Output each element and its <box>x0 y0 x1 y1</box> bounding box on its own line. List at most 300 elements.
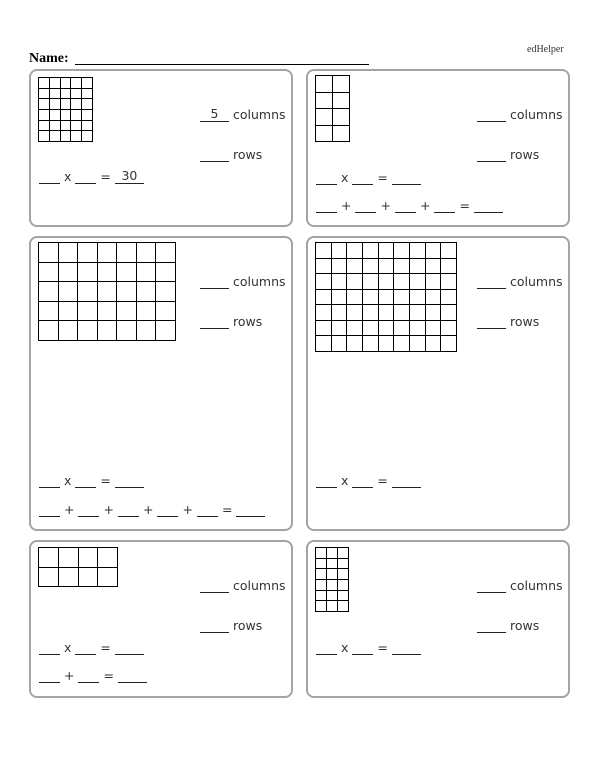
grid-cell <box>425 336 441 352</box>
problem-box-4 <box>306 236 570 531</box>
grid-cell <box>362 243 378 259</box>
grid-cell <box>378 274 394 290</box>
name-input-line[interactable] <box>75 64 369 65</box>
grid-cell <box>58 548 78 568</box>
grid-cell <box>409 289 425 305</box>
grid-cell <box>378 320 394 336</box>
sum-5[interactable] <box>118 669 147 683</box>
grid-row <box>316 320 457 336</box>
grid-cell <box>331 289 347 305</box>
grid-cell <box>49 99 60 110</box>
rows-answer-5[interactable] <box>200 619 229 633</box>
columns-line-6 <box>477 579 563 593</box>
rows-label: rows <box>233 147 263 162</box>
grid-cell <box>71 120 82 131</box>
grid-cell <box>136 262 156 282</box>
grid-row <box>316 258 457 274</box>
grid-cell <box>78 243 98 263</box>
sum-2[interactable] <box>474 199 503 213</box>
array-grid-2 <box>315 75 350 142</box>
grid-cell <box>425 289 441 305</box>
grid-cell <box>58 243 78 263</box>
factor-b-6[interactable] <box>352 641 373 655</box>
grid-row <box>39 301 176 321</box>
grid-cell <box>316 569 327 580</box>
grid-cell <box>49 120 60 131</box>
addition-line-2 <box>316 199 503 213</box>
plus-sign: + <box>64 668 75 683</box>
addend-2-4[interactable] <box>434 199 455 213</box>
rows-answer-2[interactable] <box>477 148 506 162</box>
grid-row <box>39 262 176 282</box>
grid-cell <box>156 243 176 263</box>
grid-cell <box>39 243 59 263</box>
grid-cell <box>316 558 327 569</box>
addition-line-3 <box>39 503 265 517</box>
product-5[interactable] <box>115 641 144 655</box>
problem-box-6 <box>306 540 570 698</box>
grid-cell <box>71 99 82 110</box>
columns-line-5 <box>200 579 286 593</box>
rows-line-2 <box>477 148 539 162</box>
equals-sign: = <box>103 668 114 683</box>
grid-cell <box>394 258 410 274</box>
grid-cell <box>97 321 117 341</box>
plus-sign: + <box>103 502 114 517</box>
grid-row <box>39 120 93 131</box>
grid-row <box>316 579 349 590</box>
addition-line-5 <box>39 669 147 683</box>
grid-cell <box>58 301 78 321</box>
grid-cell <box>331 336 347 352</box>
grid-row <box>39 131 93 142</box>
factor-b-5[interactable] <box>75 641 96 655</box>
grid-cell <box>156 321 176 341</box>
grid-row <box>39 243 176 263</box>
times-sign: x <box>64 640 72 655</box>
equals-sign: = <box>377 170 388 185</box>
array-grid-3 <box>38 242 176 341</box>
factor-a-2[interactable] <box>316 171 337 185</box>
grid-cell <box>60 88 71 99</box>
addend-2-2[interactable] <box>355 199 376 213</box>
grid-cell <box>338 569 349 580</box>
multiplication-line-4 <box>316 474 421 488</box>
times-sign: x <box>341 473 349 488</box>
grid-cell <box>316 601 327 612</box>
array-grid-1 <box>38 77 93 142</box>
grid-row <box>316 336 457 352</box>
grid-cell <box>333 125 350 142</box>
grid-row <box>316 305 457 321</box>
grid-cell <box>362 305 378 321</box>
factor-a-5[interactable] <box>39 641 60 655</box>
grid-cell <box>327 558 338 569</box>
problem-box-3 <box>29 236 293 531</box>
plus-sign: + <box>419 198 431 213</box>
array-grid-4 <box>315 242 457 352</box>
grid-cell <box>39 567 59 587</box>
grid-cell <box>425 258 441 274</box>
factor-a-3[interactable] <box>39 474 60 488</box>
grid-cell <box>441 258 457 274</box>
grid-cell <box>327 579 338 590</box>
grid-cell <box>409 274 425 290</box>
grid-cell <box>316 590 327 601</box>
columns-line-2 <box>477 108 563 122</box>
grid-row <box>39 567 118 587</box>
grid-cell <box>82 99 93 110</box>
grid-cell <box>71 78 82 89</box>
grid-cell <box>316 336 332 352</box>
grid-cell <box>409 320 425 336</box>
grid-cell <box>117 243 137 263</box>
grid-cell <box>39 262 59 282</box>
grid-cell <box>39 78 50 89</box>
brand-label: edHelper <box>527 44 564 55</box>
grid-cell <box>39 321 59 341</box>
grid-cell <box>333 109 350 126</box>
rows-answer-1[interactable] <box>200 148 229 162</box>
grid-row <box>316 274 457 290</box>
equals-sign: = <box>459 198 470 213</box>
grid-cell <box>327 569 338 580</box>
problem-box-5 <box>29 540 293 698</box>
grid-cell <box>97 301 117 321</box>
grid-row <box>39 78 93 89</box>
grid-row <box>39 282 176 302</box>
grid-cell <box>58 262 78 282</box>
addend-5-2[interactable] <box>78 669 99 683</box>
grid-cell <box>58 282 78 302</box>
equals-sign: = <box>100 473 111 488</box>
grid-cell <box>316 92 333 109</box>
factor-a-1[interactable] <box>39 170 60 184</box>
grid-cell <box>394 289 410 305</box>
factor-a-6[interactable] <box>316 641 337 655</box>
grid-cell <box>39 109 50 120</box>
grid-cell <box>49 88 60 99</box>
grid-cell <box>331 274 347 290</box>
grid-row <box>39 548 118 568</box>
columns-answer-4[interactable] <box>477 275 506 289</box>
grid-cell <box>316 289 332 305</box>
grid-cell <box>156 282 176 302</box>
columns-label: columns <box>233 274 286 289</box>
multiplication-line-3 <box>39 474 144 488</box>
factor-b-1[interactable] <box>75 170 96 184</box>
grid-cell <box>425 320 441 336</box>
grid-cell <box>316 258 332 274</box>
grid-cell <box>117 282 137 302</box>
multiplication-line-5 <box>39 641 144 655</box>
grid-cell <box>39 548 59 568</box>
grid-cell <box>331 320 347 336</box>
multiplication-line-2 <box>316 171 421 185</box>
grid-cell <box>338 601 349 612</box>
grid-cell <box>316 320 332 336</box>
grid-cell <box>441 305 457 321</box>
multiplication-line-1 <box>39 170 144 184</box>
factor-b-4[interactable] <box>352 474 373 488</box>
grid-cell <box>409 336 425 352</box>
grid-cell <box>136 282 156 302</box>
grid-cell <box>362 320 378 336</box>
plus-sign: + <box>142 502 154 517</box>
grid-cell <box>441 336 457 352</box>
rows-answer-6[interactable] <box>477 619 506 633</box>
rows-line-5 <box>200 619 262 633</box>
plus-sign: + <box>64 502 75 517</box>
columns-line-3 <box>200 275 286 289</box>
array-grid-5 <box>38 547 118 587</box>
equals-sign: = <box>377 473 388 488</box>
grid-cell <box>425 243 441 259</box>
grid-cell <box>82 88 93 99</box>
grid-cell <box>156 262 176 282</box>
plus-sign: + <box>380 198 391 213</box>
times-sign: x <box>64 473 72 488</box>
columns-label: columns <box>233 578 286 593</box>
grid-cell <box>316 109 333 126</box>
grid-cell <box>78 262 98 282</box>
grid-cell <box>316 76 333 93</box>
grid-cell <box>338 548 349 559</box>
grid-cell <box>362 258 378 274</box>
equals-sign: = <box>377 640 388 655</box>
grid-cell <box>394 274 410 290</box>
grid-cell <box>327 590 338 601</box>
grid-cell <box>156 301 176 321</box>
grid-cell <box>60 120 71 131</box>
grid-cell <box>78 301 98 321</box>
addend-3-2[interactable] <box>78 503 99 517</box>
addend-3-5[interactable] <box>197 503 218 517</box>
grid-cell <box>331 258 347 274</box>
grid-row <box>316 558 349 569</box>
grid-cell <box>60 109 71 120</box>
grid-cell <box>136 301 156 321</box>
grid-cell <box>39 282 59 302</box>
grid-cell <box>316 243 332 259</box>
times-sign: x <box>64 169 72 184</box>
grid-cell <box>347 289 363 305</box>
times-sign: x <box>341 640 349 655</box>
rows-label: rows <box>510 314 540 329</box>
grid-row <box>316 601 349 612</box>
grid-row <box>316 76 350 93</box>
grid-cell <box>117 262 137 282</box>
grid-cell <box>316 548 327 559</box>
grid-cell <box>98 548 118 568</box>
addend-2-1[interactable] <box>316 199 337 213</box>
columns-line-1 <box>200 108 286 122</box>
name-label: Name: <box>29 51 69 66</box>
grid-cell <box>378 258 394 274</box>
grid-cell <box>362 274 378 290</box>
product-2[interactable] <box>392 171 421 185</box>
rows-line-3 <box>200 315 262 329</box>
columns-answer-3[interactable] <box>200 275 229 289</box>
rows-label: rows <box>510 618 540 633</box>
grid-cell <box>394 336 410 352</box>
grid-row <box>39 321 176 341</box>
grid-cell <box>71 88 82 99</box>
grid-cell <box>82 109 93 120</box>
rows-line-6 <box>477 619 539 633</box>
grid-row <box>39 109 93 120</box>
addend-3-3[interactable] <box>118 503 139 517</box>
grid-cell <box>97 243 117 263</box>
columns-answer-5[interactable] <box>200 579 229 593</box>
factor-b-2[interactable] <box>352 171 373 185</box>
grid-row <box>316 109 350 126</box>
grid-cell <box>316 274 332 290</box>
grid-row <box>316 243 457 259</box>
grid-cell <box>347 274 363 290</box>
grid-cell <box>441 320 457 336</box>
grid-row <box>316 590 349 601</box>
grid-cell <box>347 336 363 352</box>
grid-cell <box>49 109 60 120</box>
grid-cell <box>394 243 410 259</box>
grid-cell <box>39 88 50 99</box>
grid-cell <box>97 282 117 302</box>
equals-sign: = <box>221 502 233 517</box>
addend-5-1[interactable] <box>39 669 60 683</box>
columns-answer-1[interactable]: 5 <box>200 108 229 122</box>
grid-cell <box>409 243 425 259</box>
factor-b-3[interactable] <box>75 474 96 488</box>
grid-cell <box>82 78 93 89</box>
grid-cell <box>39 131 50 142</box>
rows-answer-3[interactable] <box>200 315 229 329</box>
equals-sign: = <box>100 169 111 184</box>
grid-cell <box>362 336 378 352</box>
grid-cell <box>117 321 137 341</box>
grid-cell <box>39 120 50 131</box>
grid-cell <box>82 131 93 142</box>
grid-cell <box>378 289 394 305</box>
grid-cell <box>338 558 349 569</box>
grid-cell <box>409 258 425 274</box>
grid-cell <box>331 305 347 321</box>
equals-sign: = <box>100 640 111 655</box>
plus-sign: + <box>182 502 193 517</box>
factor-a-4[interactable] <box>316 474 337 488</box>
rows-line-4 <box>477 315 539 329</box>
grid-cell <box>327 548 338 559</box>
array-grid-6 <box>315 547 349 612</box>
product-3[interactable] <box>115 474 144 488</box>
grid-row <box>316 569 349 580</box>
grid-cell <box>425 305 441 321</box>
grid-cell <box>441 289 457 305</box>
grid-cell <box>117 301 137 321</box>
rows-answer-4[interactable] <box>477 315 506 329</box>
grid-cell <box>58 567 78 587</box>
grid-row <box>39 88 93 99</box>
grid-cell <box>58 321 78 341</box>
grid-cell <box>98 567 118 587</box>
grid-cell <box>327 601 338 612</box>
grid-cell <box>394 305 410 321</box>
product-6[interactable] <box>392 641 421 655</box>
grid-cell <box>347 258 363 274</box>
grid-cell <box>78 282 98 302</box>
grid-cell <box>378 336 394 352</box>
grid-cell <box>316 305 332 321</box>
rows-label: rows <box>233 618 263 633</box>
grid-cell <box>333 92 350 109</box>
grid-cell <box>78 567 98 587</box>
times-sign: x <box>341 170 349 185</box>
rows-label: rows <box>510 147 540 162</box>
grid-cell <box>60 78 71 89</box>
grid-cell <box>378 305 394 321</box>
grid-cell <box>78 321 98 341</box>
grid-cell <box>316 579 327 590</box>
columns-label: columns <box>510 107 563 122</box>
grid-cell <box>71 109 82 120</box>
grid-cell <box>378 243 394 259</box>
grid-cell <box>338 579 349 590</box>
grid-row <box>316 548 349 559</box>
grid-cell <box>60 131 71 142</box>
grid-cell <box>82 120 93 131</box>
rows-line-1 <box>200 148 262 162</box>
sum-3[interactable] <box>236 503 265 517</box>
addend-2-3[interactable] <box>395 199 416 213</box>
columns-label: columns <box>510 274 563 289</box>
grid-cell <box>49 131 60 142</box>
grid-cell <box>39 99 50 110</box>
grid-row <box>316 289 457 305</box>
grid-cell <box>71 131 82 142</box>
grid-cell <box>331 243 347 259</box>
grid-row <box>39 99 93 110</box>
grid-cell <box>316 125 333 142</box>
grid-cell <box>136 243 156 263</box>
grid-cell <box>425 274 441 290</box>
grid-cell <box>347 243 363 259</box>
grid-cell <box>97 262 117 282</box>
grid-row <box>316 125 350 142</box>
product-4[interactable] <box>392 474 421 488</box>
addend-3-1[interactable] <box>39 503 60 517</box>
grid-cell <box>136 321 156 341</box>
problem-box-1 <box>29 69 293 227</box>
grid-cell <box>441 274 457 290</box>
addend-3-4[interactable] <box>157 503 178 517</box>
multiplication-line-6 <box>316 641 421 655</box>
grid-cell <box>362 289 378 305</box>
product-1[interactable]: 30 <box>115 170 144 184</box>
grid-cell <box>347 320 363 336</box>
columns-answer-2[interactable] <box>477 108 506 122</box>
columns-answer-6[interactable] <box>477 579 506 593</box>
columns-label: columns <box>233 107 286 122</box>
grid-cell <box>39 301 59 321</box>
grid-row <box>316 92 350 109</box>
grid-cell <box>394 320 410 336</box>
grid-cell <box>333 76 350 93</box>
grid-cell <box>441 243 457 259</box>
grid-cell <box>78 548 98 568</box>
rows-label: rows <box>233 314 263 329</box>
columns-label: columns <box>510 578 563 593</box>
plus-sign: + <box>341 198 352 213</box>
